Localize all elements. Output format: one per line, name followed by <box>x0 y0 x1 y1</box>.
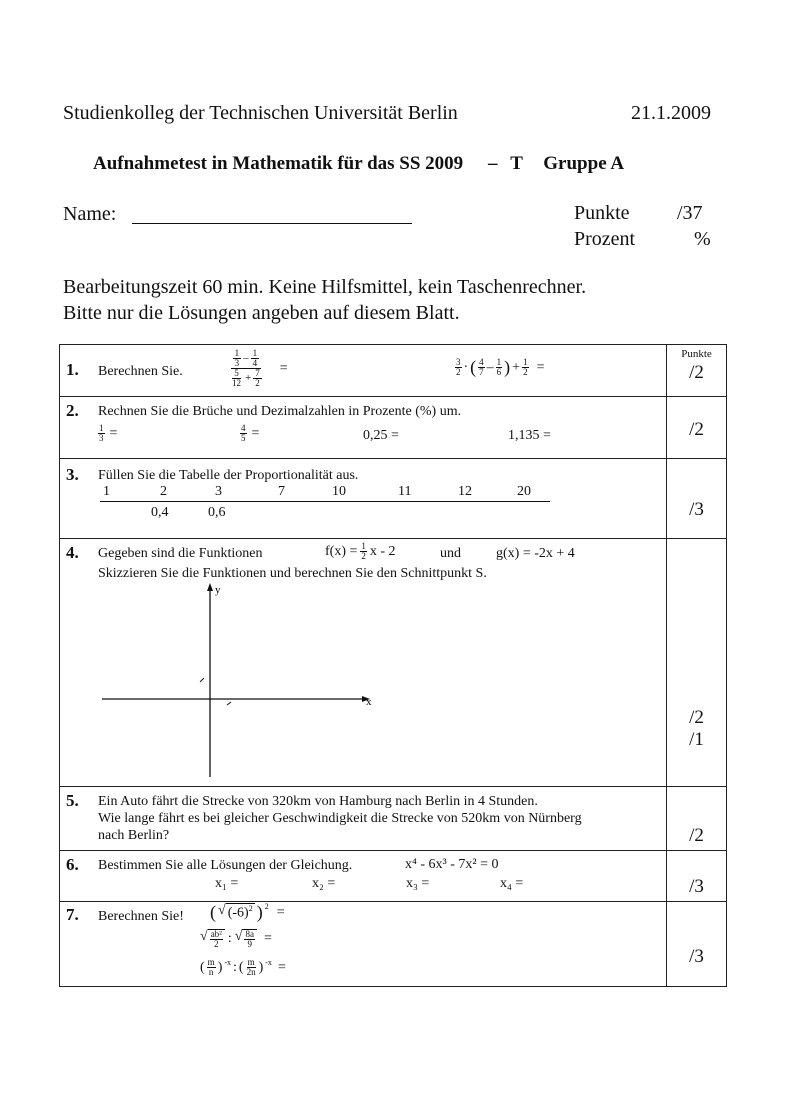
task-row-7 <box>60 902 727 987</box>
task-5-points-cell <box>667 787 727 851</box>
task-row-1 <box>60 345 727 397</box>
task-points: /3 <box>689 499 704 520</box>
task-7-points-cell <box>667 902 727 987</box>
table-cell: 12 <box>458 484 472 499</box>
decimal-1-item: 0,25 = <box>363 428 399 443</box>
task-points: /2 <box>689 419 704 440</box>
fraction-1-item: $\frac{1}{3}$ = <box>99 423 118 443</box>
x-axis-label: x <box>366 696 372 708</box>
task-text: Gegeben sind die Funktionen <box>98 546 263 561</box>
table-cell: 2 <box>160 484 167 499</box>
task-1-expression-1: $\frac{1}{3}$ – $\frac{1}{4}$ $\frac{5}{12}$ + $\frac{7}{2}$ = <box>232 348 288 388</box>
task-text: Bestimmen Sie alle Lösungen der Gleichung. <box>98 858 353 873</box>
task-6-cell <box>60 851 667 902</box>
percent-label: Prozent <box>574 228 636 250</box>
root-x3: x₃ = <box>406 876 430 891</box>
task-4-points-cell <box>667 539 727 787</box>
task-2-points-cell <box>667 397 727 459</box>
task-row-5 <box>60 787 727 851</box>
task-7-cell <box>60 902 667 987</box>
name-input-line[interactable] <box>132 222 412 224</box>
table-cell: 20 <box>517 484 531 499</box>
table-cell: 3 <box>215 484 222 499</box>
root-x1: x₁ = <box>215 876 239 891</box>
task-row-3 <box>60 459 727 539</box>
table-cell: 0,6 <box>208 505 226 520</box>
group-label: Gruppe A <box>543 153 625 174</box>
root-x2: x₂ = <box>312 876 336 891</box>
task-6-points-cell <box>667 851 727 902</box>
coordinate-axes[interactable] <box>96 579 386 779</box>
task-points: /2 <box>689 825 704 846</box>
proportionality-divider <box>100 501 550 502</box>
task-text-line-1: Ein Auto fährt die Strecke von 320km von Hamburg nach Berlin in 4 Stunden. <box>98 794 538 809</box>
task-text: Rechnen Sie die Brüche und Dezimalzahlen in Prozente (%) um. <box>98 404 462 419</box>
x-unit-tick <box>227 702 231 705</box>
name-label: Name: <box>63 203 117 225</box>
task-text: Füllen Sie die Tabelle der Proportionalität aus. <box>98 468 359 483</box>
task-1-cell <box>60 345 667 397</box>
title-text: Aufnahmetest in Mathematik für das SS 2009 <box>93 153 464 174</box>
fraction-2-item: $\frac{4}{5}$ = <box>241 423 260 443</box>
task-5-cell <box>60 787 667 851</box>
task-text-line-3: nach Berlin? <box>98 828 170 843</box>
points-label: Punkte <box>574 202 630 224</box>
task-row-4 <box>60 539 727 787</box>
y-axis-arrow <box>207 583 213 591</box>
table-cell: 10 <box>332 484 346 499</box>
task-points: /2 <box>689 707 704 728</box>
task-1-points-cell <box>667 345 727 397</box>
task-number: 2. <box>66 401 79 420</box>
task-number: 7. <box>66 905 79 924</box>
task-number: 3. <box>66 465 79 484</box>
task-text-2: Skizzieren Sie die Funktionen und berechnen Sie den Schnittpunkt S. <box>98 566 487 581</box>
task-number: 1. <box>66 360 79 379</box>
points-header: Punkte <box>681 348 712 360</box>
task-points: /3 <box>689 876 704 897</box>
instructions-line1: Bearbeitungszeit 60 min. Keine Hilfsmittel, kein Taschenrechner. <box>63 276 587 298</box>
root-x4: x₄ = <box>500 876 524 891</box>
instructions-line2: Bitte nur die Lösungen angeben auf diesem Blatt. <box>63 302 460 324</box>
task-4-cell <box>60 539 667 787</box>
task-text-line-2: Wie lange fährt es bei gleicher Geschwindigkeit die Strecke von 520km von Nürnberg <box>98 811 582 826</box>
task-7-expression-2: √ $\frac{\text{ab²}}{2}$ : √ $\frac{8a}{9}$ = <box>200 929 272 949</box>
task-row-6 <box>60 851 727 902</box>
institution-name: Studienkolleg der Technischen Universität Berlin <box>63 102 458 124</box>
points-total: /37 <box>677 202 703 224</box>
table-cell: 11 <box>398 484 412 499</box>
y-unit-tick <box>200 678 204 682</box>
table-cell: 1 <box>103 484 110 499</box>
task-1-expression-2: $\frac{3}{2}$ · ( $\frac{4}{7}$ – $\frac{1}{6}$ ) + $\frac{1}{2}$ = <box>456 357 545 377</box>
table-cell: 0,4 <box>151 505 169 520</box>
decimal-2-item: 1,135 = <box>508 428 551 443</box>
task-3-points-cell <box>667 459 727 539</box>
task-7-expression-3: ( $\frac{m}{n}$ ) $^{-x}$ : ( $\frac{m}{2n}$ ) $^{-x}$ = <box>200 957 286 977</box>
function-f: f(x) = $\frac{1}{2}$ x - 2 <box>325 541 396 561</box>
percent-sign: % <box>694 228 711 250</box>
task-number: 5. <box>66 791 79 810</box>
exam-date: 21.1.2009 <box>631 102 711 124</box>
task-row-2 <box>60 397 727 459</box>
task-number: 6. <box>66 855 79 874</box>
equation: x⁴ - 6x³ - 7x² = 0 <box>405 857 499 872</box>
task-table <box>59 344 727 987</box>
task-points: /3 <box>689 946 704 967</box>
task-3-cell <box>60 459 667 539</box>
title-variant: T <box>510 153 523 174</box>
title-dash: – <box>487 153 498 174</box>
table-cell: 7 <box>278 484 285 499</box>
task-2-cell <box>60 397 667 459</box>
task-7-expression-1: ( √ $(-6)^2$ ) $^2$ = <box>210 902 285 922</box>
task-text: Berechnen Sie! <box>98 909 184 924</box>
task-points-2: /1 <box>689 729 704 750</box>
function-g: g(x) = -2x + 4 <box>496 546 575 561</box>
y-axis-label: y <box>215 584 221 596</box>
task-points: /2 <box>689 362 704 383</box>
exam-title <box>93 153 624 175</box>
conjunction-und: und <box>440 546 461 561</box>
task-number: 4. <box>66 543 79 562</box>
task-text: Berechnen Sie. <box>98 364 183 379</box>
